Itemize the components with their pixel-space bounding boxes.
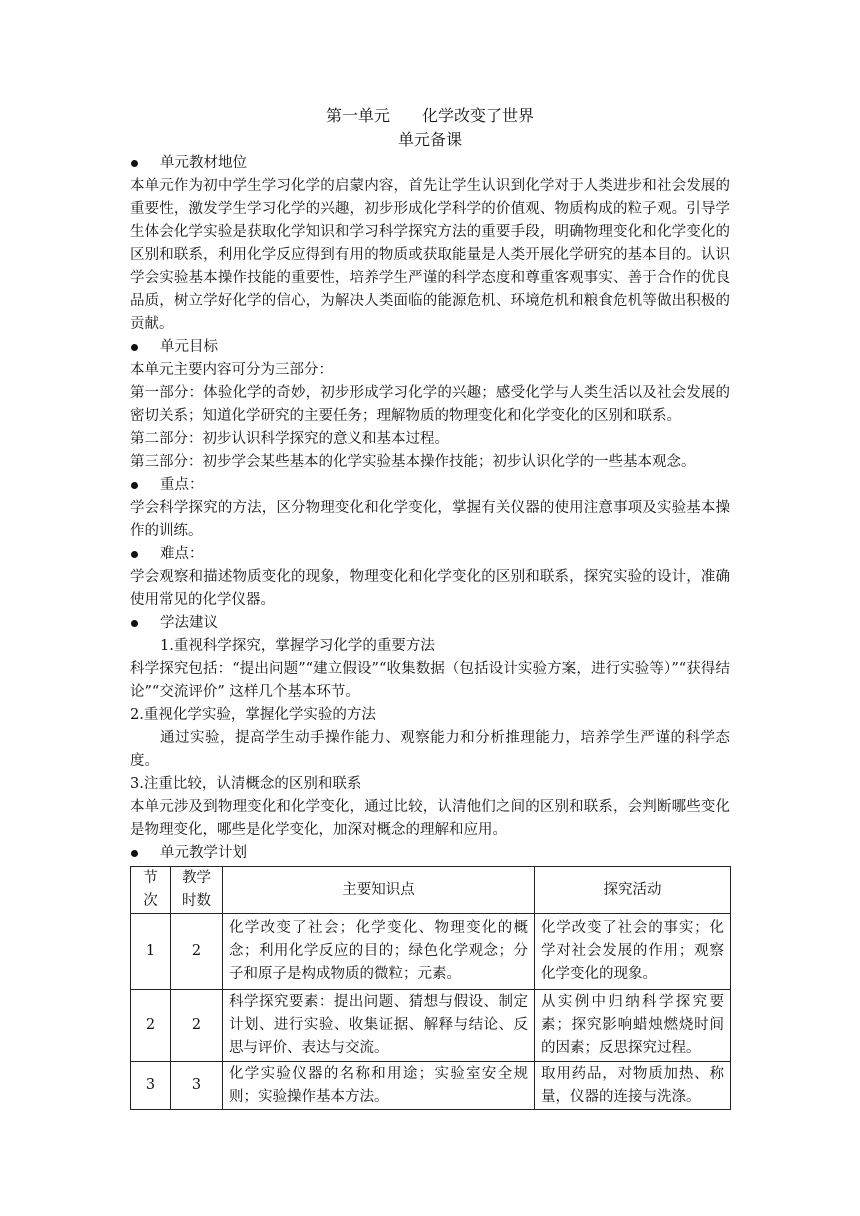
document-page [130,104,730,1110]
goals-part1: 第一部分：体验化学的奇妙，初步形成学习化学的兴趣；感受化学与人类生活以及社会发展的密切关系；知道化学研究的主要任务；理解物质的物理变化和化学变化的区别和联系。 [130,385,730,424]
bullet-icon [131,620,138,627]
cell-no: 2 [131,990,171,1062]
table-row [131,990,731,1062]
goals-intro: 本单元主要内容可分为三部分： [130,362,333,378]
section-heading-plan [130,842,730,865]
header-cell-activity: 探究活动 [535,867,731,914]
cell-points: 科学探究要素：提出问题、猜想与假设、制定计划、进行实验、收集证据、解释与结论、反思与评价、表达与交流。 [223,990,535,1062]
advice-item2-title: 2.重视化学实验，掌握化学实验的方法 [130,707,376,723]
section-heading-key [130,474,730,497]
advice-item3-title: 3.注重比较，认清概念的区别和联系 [130,776,362,792]
section-heading-goals [130,336,730,359]
goals-part3: 第三部分：初步学会某些基本的化学实验基本操作技能；初步认识化学的一些基本观念。 [130,454,696,470]
cell-hours: 2 [171,990,223,1062]
section-heading-position [130,152,730,175]
table-row [131,1062,731,1110]
cell-no: 3 [131,1062,171,1110]
header-cell-points: 主要知识点 [223,867,535,914]
heading-text: 重点： [160,477,204,493]
heading-text: 单元教材地位 [160,155,247,171]
bullet-icon [131,160,138,167]
bullet-icon [131,482,138,489]
advice-item2-text: 通过实验，提高学生动手操作能力、观察能力和分析推理能力，培养学生严谨的科学态度。 [130,730,730,769]
difficult-paragraph: 学会观察和描述物质变化的现象，物理变化和化学变化的区别和联系，探究实验的设计，准确使用常见的化学仪器。 [130,569,730,608]
cell-activity: 从实例中归纳科学探究要素；探究影响蜡烛燃烧时间的因素；反思探究过程。 [535,990,731,1062]
advice-item1-text: 科学探究包括：“提出问题”“建立假设”“收集数据（包括设计实验方案，进行实验等）”“获得结论”“交流评价” 这样几个基本环节。 [130,661,730,700]
table-header-row [131,867,731,914]
cell-points: 化学实验仪器的名称和用途；实验室安全规则；实验操作基本方法。 [223,1062,535,1110]
header-cell-no: 节次 [131,867,171,914]
key-paragraph: 学会科学探究的方法，区分物理变化和化学变化，掌握有关仪器的使用注意事项及实验基本操作的训练。 [130,500,730,539]
advice-item3-text: 本单元涉及到物理变化和化学变化，通过比较，认清他们之间的区别和联系，会判断哪些变化是物理变化，哪些是化学变化，加深对概念的理解和应用。 [130,799,730,838]
goals-part2: 第二部分：初步认识科学探究的意义和基本过程。 [130,431,449,447]
cell-hours: 2 [171,914,223,990]
heading-text: 难点： [160,546,204,562]
cell-activity: 取用药品，对物质加热、称量，仪器的连接与洗涤。 [535,1062,731,1110]
bullet-icon [131,344,138,351]
bullet-icon [131,551,138,558]
heading-text: 学法建议 [160,615,218,631]
cell-activity: 化学改变了社会的事实；化学对社会发展的作用；观察化学变化的现象。 [535,914,731,990]
unit-title: 第一单元 化学改变了世界 [325,106,534,125]
table-row [131,914,731,990]
unit-subtitle: 单元备课 [397,130,462,149]
section-heading-advice [130,612,730,635]
position-paragraph: 本单元作为初中学生学习化学的启蒙内容，首先让学生认识到化学对于人类进步和社会发展的重要性，激发学生学习化学的兴趣，初步形成化学科学的价值观、物质构成的粒子观。引导学生体会化学实验是获取化学知识和学习科学探究方法的重要手段，明确物理变化和化学变化的区别和联系，利用化学反应得到有用的物质或获取能量是人类开展化学研究的基本目的。认识学会实验基本操作技能的重要性，培养学生严谨的科学态度和尊重客观事实、善于合作的优良品质，树立学好化学的信心，为解决人类面临的能源危机、环境危机和粮食危机等做出积极的贡献。 [130,178,730,332]
cell-points: 化学改变了社会；化学变化、物理变化的概念；利用化学反应的目的；绿色化学观念；分子和原子是构成物质的微粒；元素。 [223,914,535,990]
cell-hours: 3 [171,1062,223,1110]
cell-no: 1 [131,914,171,990]
section-heading-difficult [130,543,730,566]
teaching-plan-table [130,866,731,1110]
heading-text: 单元目标 [160,339,218,355]
bullet-icon [131,850,138,857]
advice-item1-title: 1.重视科学探究，掌握学习化学的重要方法 [160,638,435,654]
header-cell-hours: 教学时数 [171,867,223,914]
heading-text: 单元教学计划 [160,845,247,861]
